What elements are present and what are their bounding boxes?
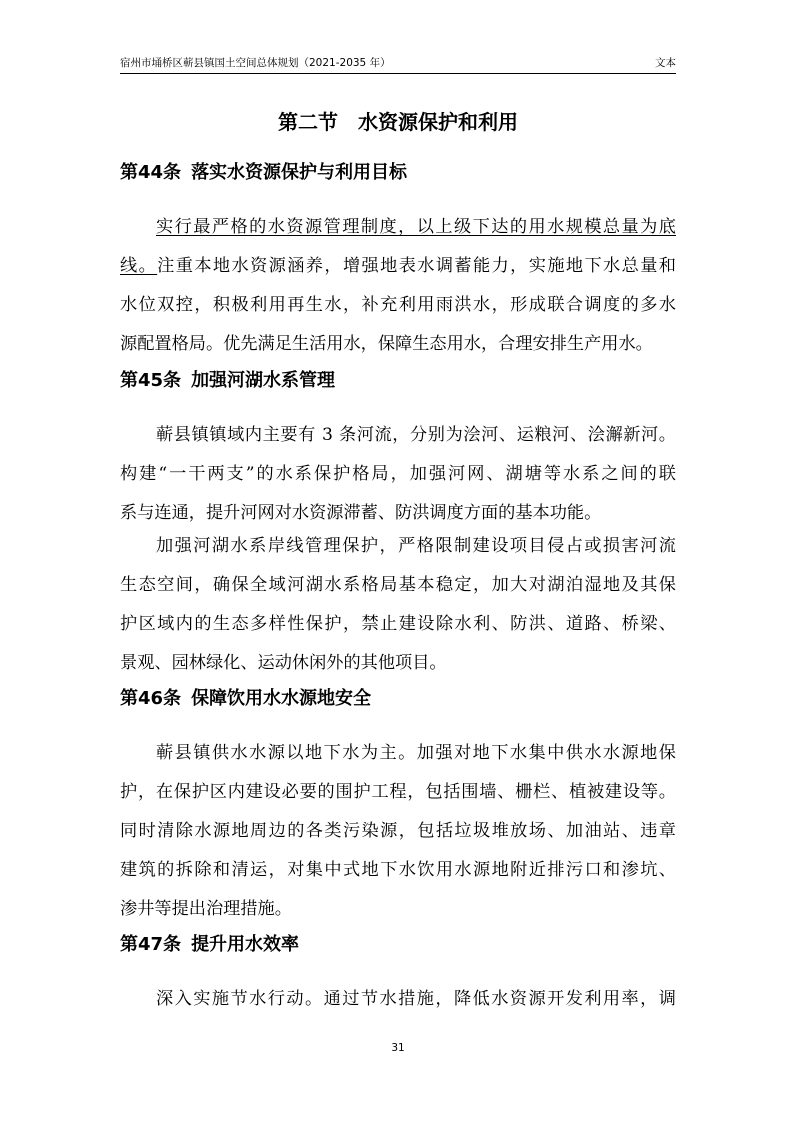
paragraph-line: 生态空间，确保全域河湖水系格局基本稳定，加大对湖泊湿地及其保 [120,575,676,595]
paragraph-line: 护，在保护区内建设必要的围护工程，包括围墙、栅栏、植被建设等。 [120,782,676,802]
paragraph-line: 构建“一干两支”的水系保护格局，加强河网、湖塘等水系之间的联 [120,464,676,484]
paragraph [120,527,676,683]
paragraph-line: 蕲县镇供水水源以地下水为主。加强对地下水集中供水水源地保 [156,743,676,763]
page-header [120,55,676,72]
paragraph [120,734,676,929]
paragraph [120,208,676,364]
page-number: 31 [391,1042,405,1054]
article-number: 第46条 [120,688,182,709]
paragraph-line: 同时清除水源地周边的各类污染源，包括垃圾堆放场、加油站、违章 [120,821,676,841]
paragraph-line: 源配置格局。优先满足生活用水，保障生态用水，合理安排生产用水。 [120,334,653,354]
document-title: 宿州市埇桥区蕲县镇国土空间总体规划（2021-2035 年） [120,57,391,69]
article-number: 第45条 [120,370,182,391]
article-title: 保障饮用水水源地安全 [191,688,372,709]
article-heading-46 [120,686,676,712]
article-number: 第47条 [120,934,182,955]
paragraph-line: 建筑的拆除和清运，对集中式地下水饮用水源地附近排污口和渗坑、 [120,860,676,880]
underlined-text: 线。 [120,256,158,276]
paragraph [120,416,676,533]
paragraph-line: 深入实施节水行动。通过节水措施，降低水资源开发利用率，调 [156,989,676,1009]
paragraph-line: 渗井等提出治理措施。 [120,899,292,919]
paragraph-line [120,208,676,247]
article-heading-45 [120,368,676,394]
document-type: 文本 [655,57,676,69]
article-heading-44 [120,160,676,186]
article-title: 落实水资源保护与利用目标 [191,162,408,183]
section-title: 第二节 水资源保护和利用 [278,110,518,134]
paragraph-line: 系与连通，提升河网对水资源滞蓄、防洪调度方面的基本功能。 [120,503,602,523]
article-title: 加强河湖水系管理 [191,370,336,391]
article-number: 第44条 [120,162,182,183]
article-title: 提升用水效率 [191,934,300,955]
paragraph-line: 水位双控，积极利用再生水，补充利用雨洪水，形成联合调度的多水 [120,295,676,315]
paragraph-line: 加强河湖水系岸线管理保护，严格限制建设项目侵占或损害河流 [156,536,676,556]
underlined-text: 实行最严格的水资源管理制度，以上级下达的用水规模总量为底 [156,217,676,237]
paragraph-line: 景观、园林绿化、运动休闲外的其他项目。 [120,653,447,673]
paragraph-line: 线。注重本地水资源涵养，增强地表水调蓄能力，实施地下水总量和 [120,256,676,276]
header-rule [120,73,676,74]
paragraph-line: 护区域内的生态多样性保护，禁止建设除水利、防洪、道路、桥梁、 [120,614,676,634]
paragraph-line: 蕲县镇镇域内主要有 3 条河流，分别为浍河、运粮河、浍澥新河。 [156,425,676,445]
paragraph [120,980,676,1019]
article-heading-47 [120,932,676,958]
